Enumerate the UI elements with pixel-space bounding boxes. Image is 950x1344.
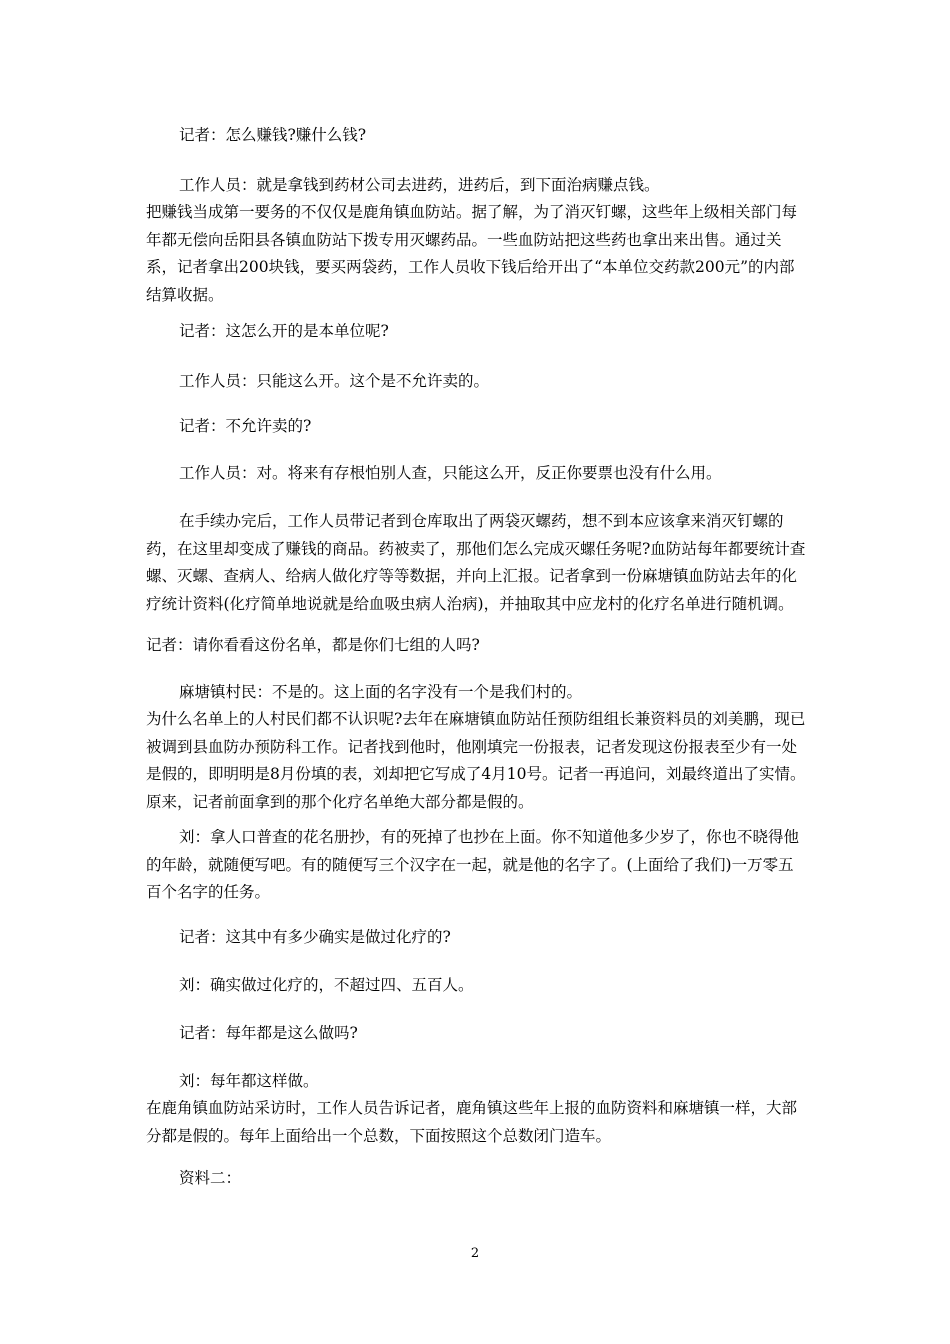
paragraph-narration-1: 把赚钱当成第一要务的不仅仅是鹿角镇血防站。据了解，为了消灭钉螺，这些年上级相关部门每年都无偿向岳阳县各镇血防站下拨专用灭螺药品。一些血防站把这些药也拿出来出售。通过关系，记者拿出200块钱，要买两袋药，工作人员收下钱后给开出了“本单位交药款200元”的内部结算收据。 xyxy=(146,203,798,304)
page-number: 2 xyxy=(470,1246,480,1261)
paragraph-reporter-question-5: 记者：这其中有多少确实是做过化疗的? xyxy=(179,928,451,946)
paragraph-liu-answer-2: 刘：确实做过化疗的，不超过四、五百人。 xyxy=(179,976,474,994)
paragraph-staff-answer-2: 工作人员：只能这么开。这个是不允许卖的。 xyxy=(179,372,490,390)
paragraph-narration-4: 在鹿角镇血防站采访时，工作人员告诉记者，鹿角镇这些年上报的血防资料和麻塘镇一样，大部分都是假的。每年上面给出一个总数，下面按照这个总数闭门造车。 xyxy=(146,1099,798,1145)
paragraph-reporter-question-1: 记者：怎么赚钱?赚什么钱? xyxy=(179,126,367,144)
paragraph-staff-answer-3: 工作人员：对。将来有存根怕别人查，只能这么开，反正你要票也没有什么用。 xyxy=(179,464,722,482)
paragraph-reporter-question-4: 记者：请你看看这份名单，都是你们七组的人吗? xyxy=(146,636,480,654)
paragraph-narration-2: 在手续办完后，工作人员带记者到仓库取出了两袋灭螺药，想不到本应该拿来消灭钉螺的药，在这里却变成了赚钱的商品。药被卖了，那他们怎么完成灭螺任务呢?血防站每年都要统计查螺、灭螺、查病人、给病人做化疗等等数据，并向上汇报。记者拿到一份麻塘镇血防站去年的化疗统计资料(化疗简单地说就是给血吸虫病人治病)，并抽取其中应龙村的化疗名单进行随机调。 xyxy=(146,512,806,613)
paragraph-liu-answer-1: 刘：拿人口普查的花名册抄，有的死掉了也抄在上面。你不知道他多少岁了，你也不晓得他的年龄，就随便写吧。有的随便写三个汉字在一起，就是他的名字了。(上面给了我们)一万零五百个名字的任务。 xyxy=(146,828,800,901)
paragraph-staff-answer-1: 工作人员：就是拿钱到药材公司去进药，进药后，到下面治病赚点钱。 xyxy=(179,176,660,194)
paragraph-reporter-question-3: 记者：不允许卖的? xyxy=(179,417,312,435)
paragraph-reporter-question-6: 记者：每年都是这么做吗? xyxy=(179,1024,358,1042)
paragraph-villager-answer: 麻塘镇村民：不是的。这上面的名字没有一个是我们村的。 xyxy=(179,683,583,701)
paragraph-narration-3: 为什么名单上的人村民们都不认识呢?去年在麻塘镇血防站任预防组组长兼资料员的刘美鹏，现已被调到县血防办预防科工作。记者找到他时，他刚填完一份报表，记者发现这份报表至少有一处是假的，即明明是8月份填的表，刘却把它写成了4月10号。记者一再追问，刘最终道出了实情。原来，记者前面拿到的那个化疗名单绝大部分都是假的。 xyxy=(146,710,806,811)
paragraph-liu-answer-3: 刘：每年都这样做。 xyxy=(179,1072,319,1090)
paragraph-reporter-question-2: 记者：这怎么开的是本单位呢? xyxy=(179,322,389,340)
paragraph-material-two-heading: 资料二： xyxy=(179,1169,242,1187)
